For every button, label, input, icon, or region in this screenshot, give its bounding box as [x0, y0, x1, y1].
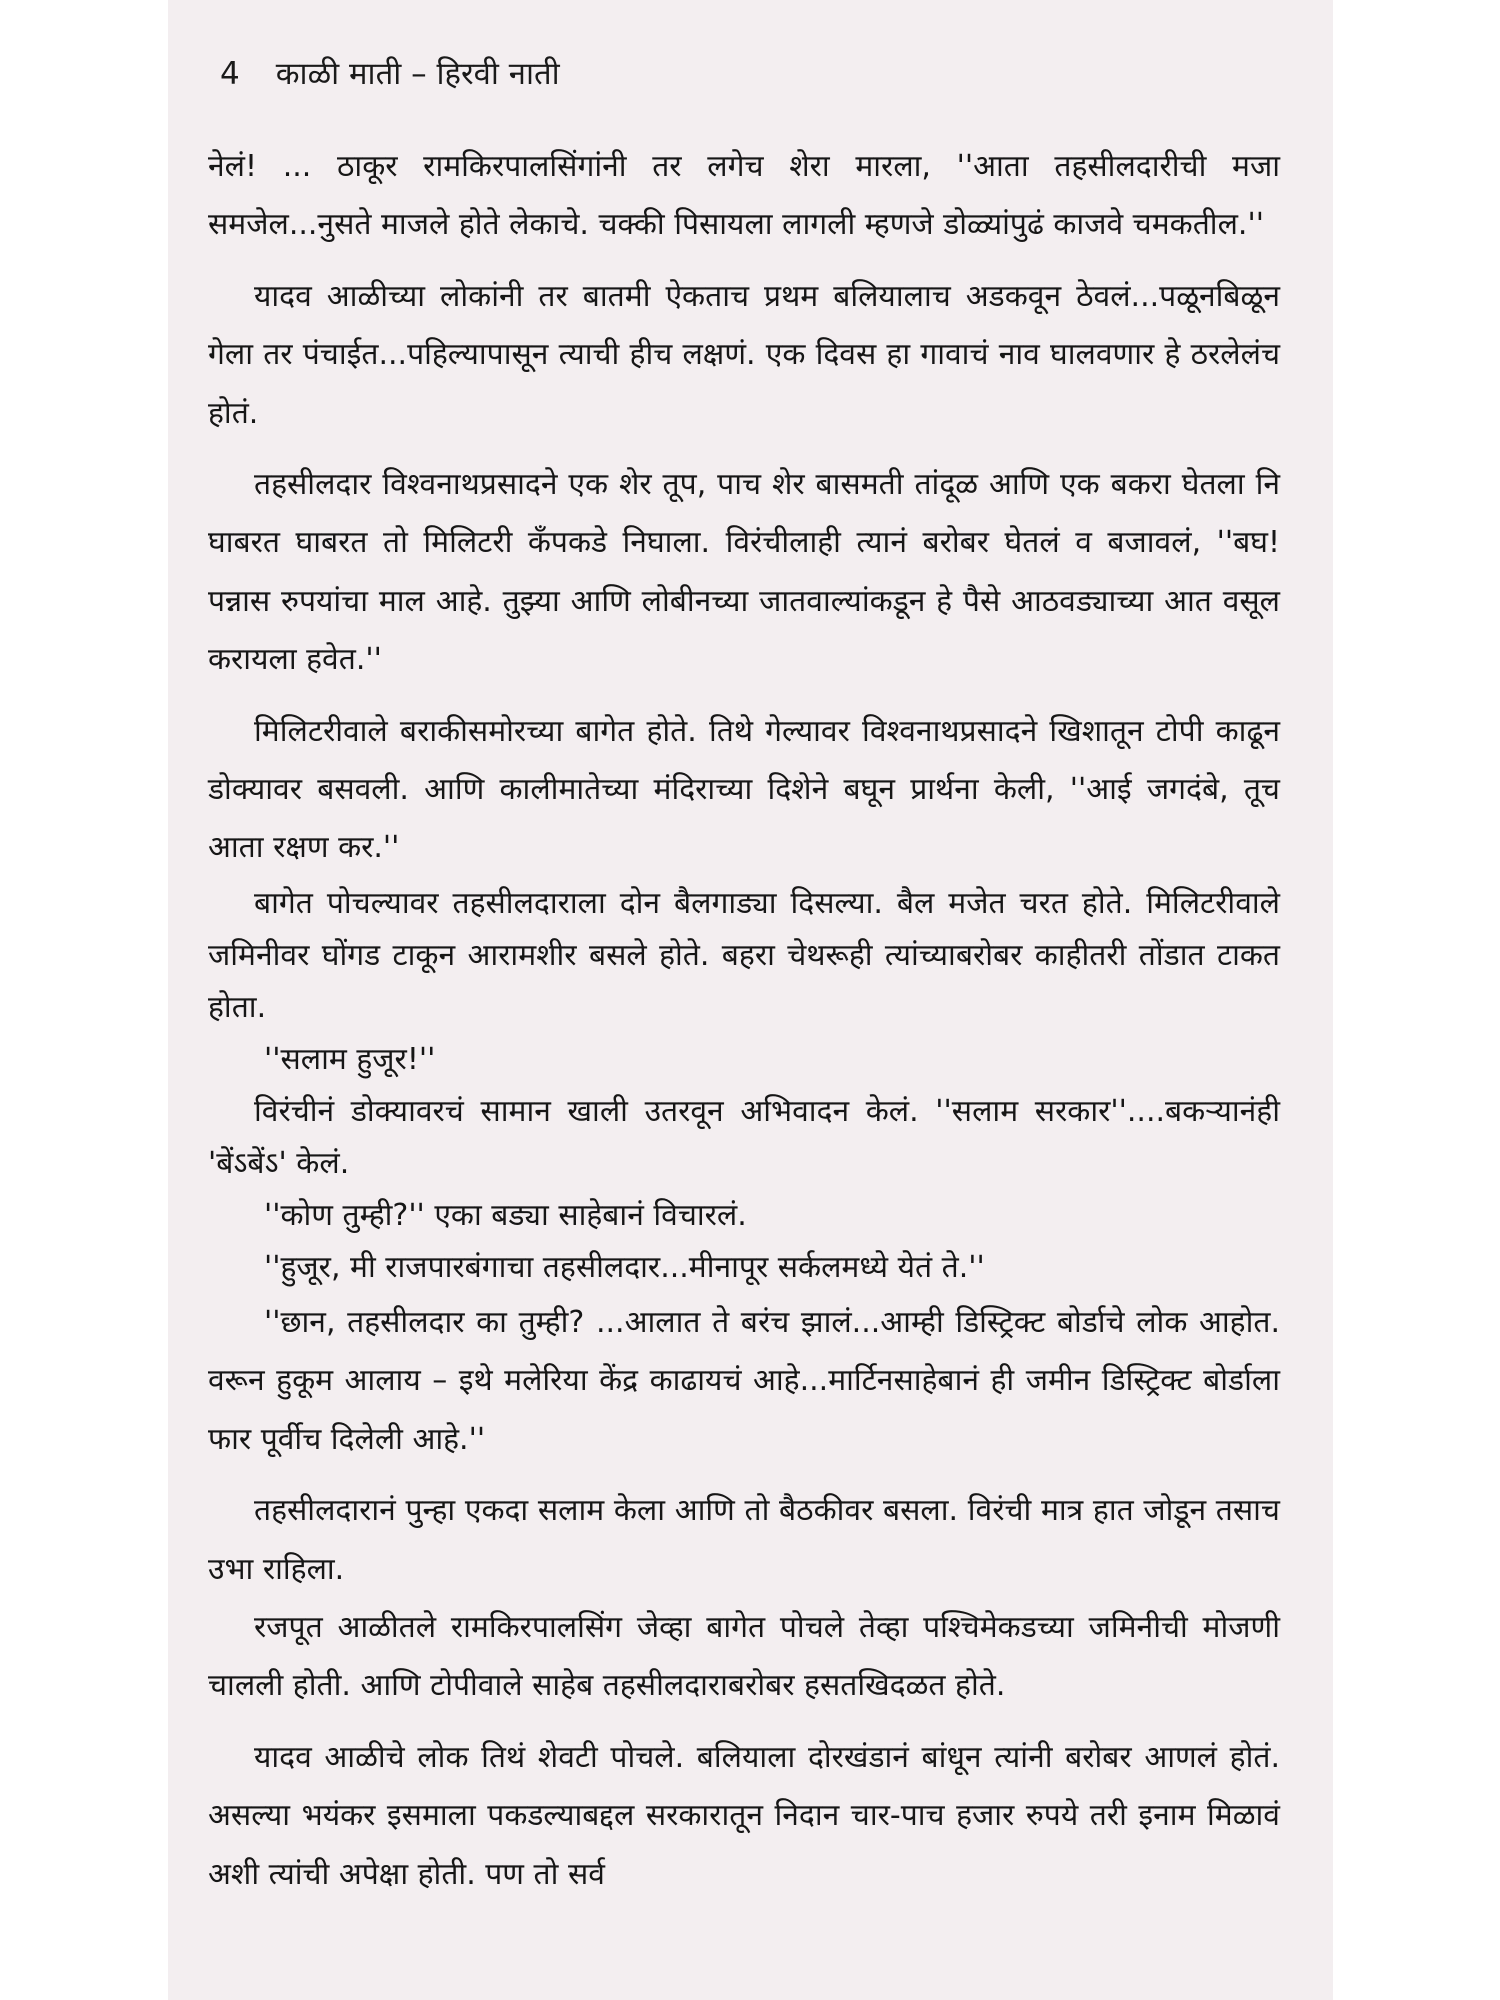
- paragraph: विरंचीनं डोक्यावरचं सामान खाली उतरवून अभिवादन केलं. ''सलाम सरकार''....बकऱ्यानंही 'बेंऽबेंऽ' केलं.: [208, 1093, 1280, 1181]
- paragraph: यादव आळीचे लोक तिथं शेवटी पोचले. बलियाला दोरखंडानं बांधून त्यांनी बरोबर आणलं होतं. असल्या भयंकर इसमाला पकडल्याबद्दल सरकारातून निदान चार-पाच हजार रुपये तरी इनाम मिळावं अशी त्यांची अपेक्षा होती. पण तो सर्व: [208, 1739, 1280, 1892]
- page-header: [220, 52, 560, 94]
- paragraph: तहसीलदारानं पुन्हा एकदा सलाम केला आणि तो बैठकीवर बसला. विरंची मात्र हात जोडून तसाच उभा राहिला.: [208, 1493, 1280, 1587]
- running-title: काळी माती – हिरवी नाती: [275, 56, 560, 92]
- body-text: [208, 138, 1280, 1904]
- paragraph: बागेत पोचल्यावर तहसीलदाराला दोन बैलगाड्या दिसल्या. बैल मजेत चरत होते. मिलिटरीवाले जमिनीवर घोंगड टाकून आरामशीर बसले होते. बहरा चेथरूही त्यांच्याबरोबर काहीतरी तोंडात टाकत होता.: [208, 885, 1280, 1025]
- paragraph: तहसीलदार विश्वनाथप्रसादने एक शेर तूप, पाच शेर बासमती तांदूळ आणि एक बकरा घेतला नि घाबरत घाबरत तो मिलिटरी कँपकडे निघाला. विरंचीलाही त्यानं बरोबर घेतलं व बजावलं, ''बघ! पन्नास रुपयांचा माल आहे. तुझ्या आणि लोबीनच्या जातवाल्यांकडून हे पैसे आठवड्याच्या आत वसूल करायला हवेत.'': [208, 467, 1280, 678]
- dialogue-line: ''कोण तुम्ही?'' एका बड्या साहेबानं विचारलं.: [264, 1197, 747, 1233]
- book-page: [168, 0, 1333, 2000]
- page-number: 4: [220, 56, 240, 92]
- dialogue-line: ''सलाम हुजूर!'': [264, 1041, 436, 1077]
- paragraph-continued: नेलं! ... ठाकूर रामकिरपालसिंगांनी तर लगेच शेरा मारला, ''आता तहसीलदारीची मजा समजेल...नुसते माजले होते लेकाचे. चक्की पिसायला लागली म्हणजे डोळ्यांपुढं काजवे चमकतील.'': [208, 149, 1280, 243]
- paragraph: यादव आळीच्या लोकांनी तर बातमी ऐकताच प्रथम बलियालाच अडकवून ठेवलं...पळूनबिळून गेला तर पंचाईत...पहिल्यापासून त्याची हीच लक्षणं. एक दिवस हा गावाचं नाव घालवणार हे ठरलेलंच होतं.: [208, 278, 1280, 431]
- dialogue-line: ''हुजूर, मी राजपारबंगाचा तहसीलदार...मीनापूर सर्कलमध्ये येतं ते.'': [264, 1249, 985, 1285]
- dialogue-paragraph: ''छान, तहसीलदार का तुम्ही? ...आलात ते बरंच झालं...आम्ही डिस्ट्रिक्ट बोर्डाचे लोक आहोत. वरून हुकूम आलाय – इथे मलेरिया केंद्र काढायचं आहे...मार्टिनसाहेबानं ही जमीन डिस्ट्रिक्ट बोर्डाला फार पूर्वीच दिलेली आहे.'': [208, 1304, 1280, 1457]
- paragraph: मिलिटरीवाले बराकीसमोरच्या बागेत होते. तिथे गेल्यावर विश्वनाथप्रसादने खिशातून टोपी काढून डोक्यावर बसवली. आणि कालीमातेच्या मंदिराच्या दिशेने बघून प्रार्थना केली, ''आई जगदंबे, तूच आता रक्षण कर.'': [208, 713, 1280, 866]
- paragraph: रजपूत आळीतले रामकिरपालसिंग जेव्हा बागेत पोचले तेव्हा पश्चिमेकडच्या जमिनीची मोजणी चालली होती. आणि टोपीवाले साहेब तहसीलदाराबरोबर हसतखिदळत होते.: [208, 1609, 1280, 1704]
